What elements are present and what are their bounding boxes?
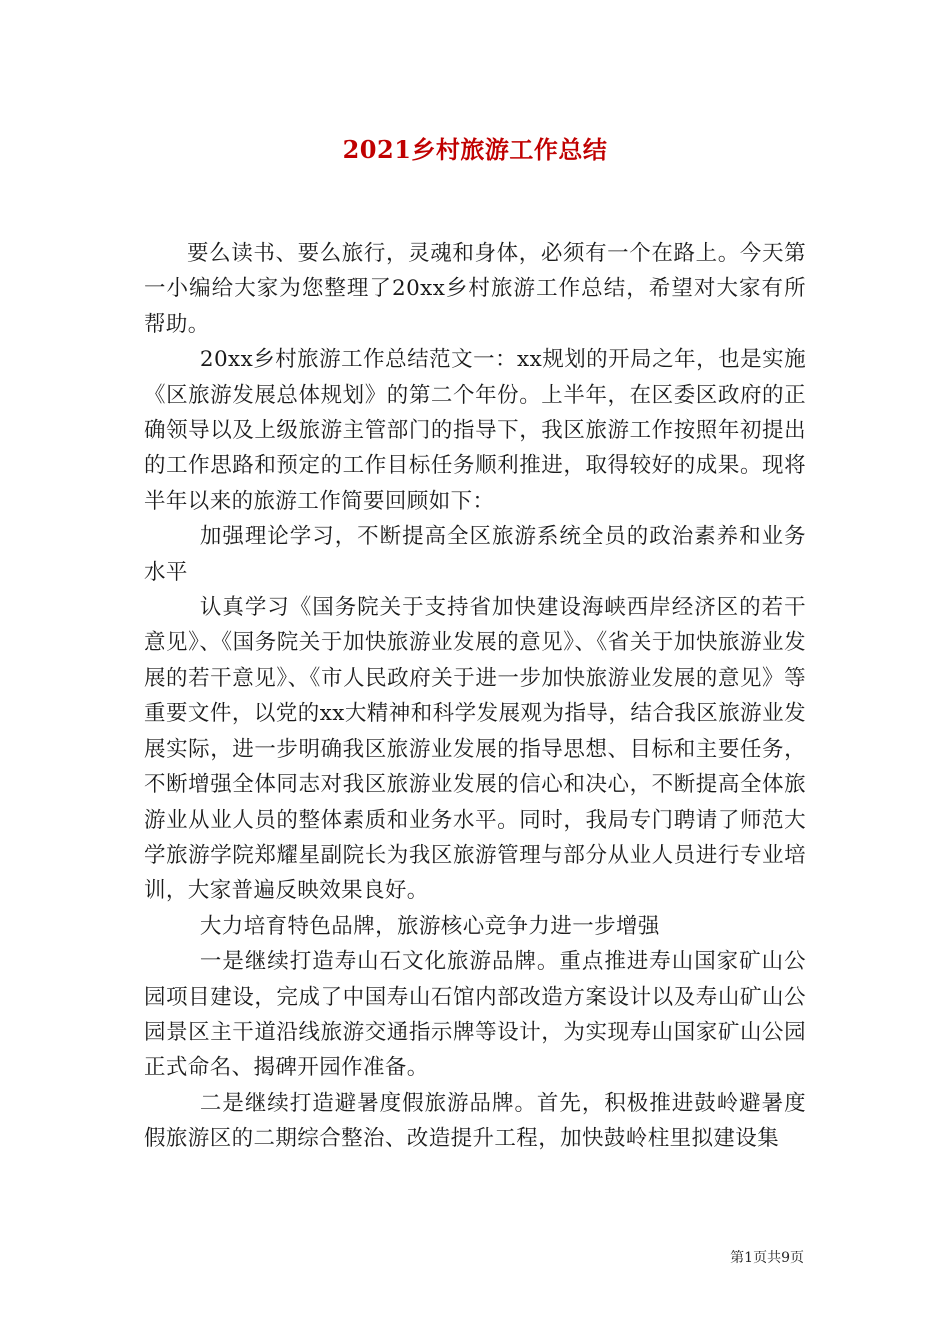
document-body — [144, 236, 806, 1157]
paragraph-intro: 要么读书、要么旅行，灵魂和身体，必须有一个在路上。今天第一小编给大家为您整理了20xx乡村旅游工作总结，希望对大家有所帮助。 — [144, 241, 806, 337]
section-heading-theory-study: 加强理论学习，不断提高全区旅游系统全员的政治素养和业务水平 — [144, 524, 806, 585]
paragraph-theory-study: 认真学习《国务院关于支持省加快建设海峡西岸经济区的若干意见》、《国务院关于加快旅游业发展的意见》、《省关于加快旅游业发展的若干意见》、《市人民政府关于进一步加快旅游业发展的意见》等重要文件，以党的xx大精神和科学发展观为指导，结合我区旅游业发展实际，进一步明确我区旅游业发展的指导思想、目标和主要任务，不断增强全体同志对我区旅游业发展的信心和决心，不断提高全体旅游业从业人员的整体素质和业务水平。同时，我局专门聘请了师范大学旅游学院郑耀星副院长为我区旅游管理与部分从业人员进行专业培训，大家普遍反映效果良好。 — [144, 595, 806, 904]
section-heading-brand: 大力培育特色品牌，旅游核心竞争力进一步增强 — [199, 913, 660, 939]
paragraph-summary-opening: 20xx乡村旅游工作总结范文一：xx规划的开局之年，也是实施《区旅游发展总体规划》的第二个年份。上半年，在区委区政府的正确领导以及上级旅游主管部门的指导下，我区旅游工作按照年初提出的工作思路和预定的工作目标任务顺利推进，取得较好的成果。现将半年以来的旅游工作简要回顾如下： — [144, 347, 806, 514]
document-title: 2021乡村旅游工作总结 — [342, 135, 608, 164]
paragraph-brand-shoushan: 一是继续打造寿山石文化旅游品牌。重点推进寿山国家矿山公园项目建设，完成了中国寿山石馆内部改造方案设计以及寿山矿山公园景区主干道沿线旅游交通指示牌等设计，为实现寿山国家矿山公园正式命名、揭碑开园作准备。 — [144, 949, 806, 1081]
paragraph-brand-summer-resort: 二是继续打造避暑度假旅游品牌。首先，积极推进鼓岭避暑度假旅游区的二期综合整治、改造提升工程，加快鼓岭柱里拟建设集 — [144, 1090, 806, 1152]
page-number: 第1页共9页 — [730, 1250, 804, 1266]
